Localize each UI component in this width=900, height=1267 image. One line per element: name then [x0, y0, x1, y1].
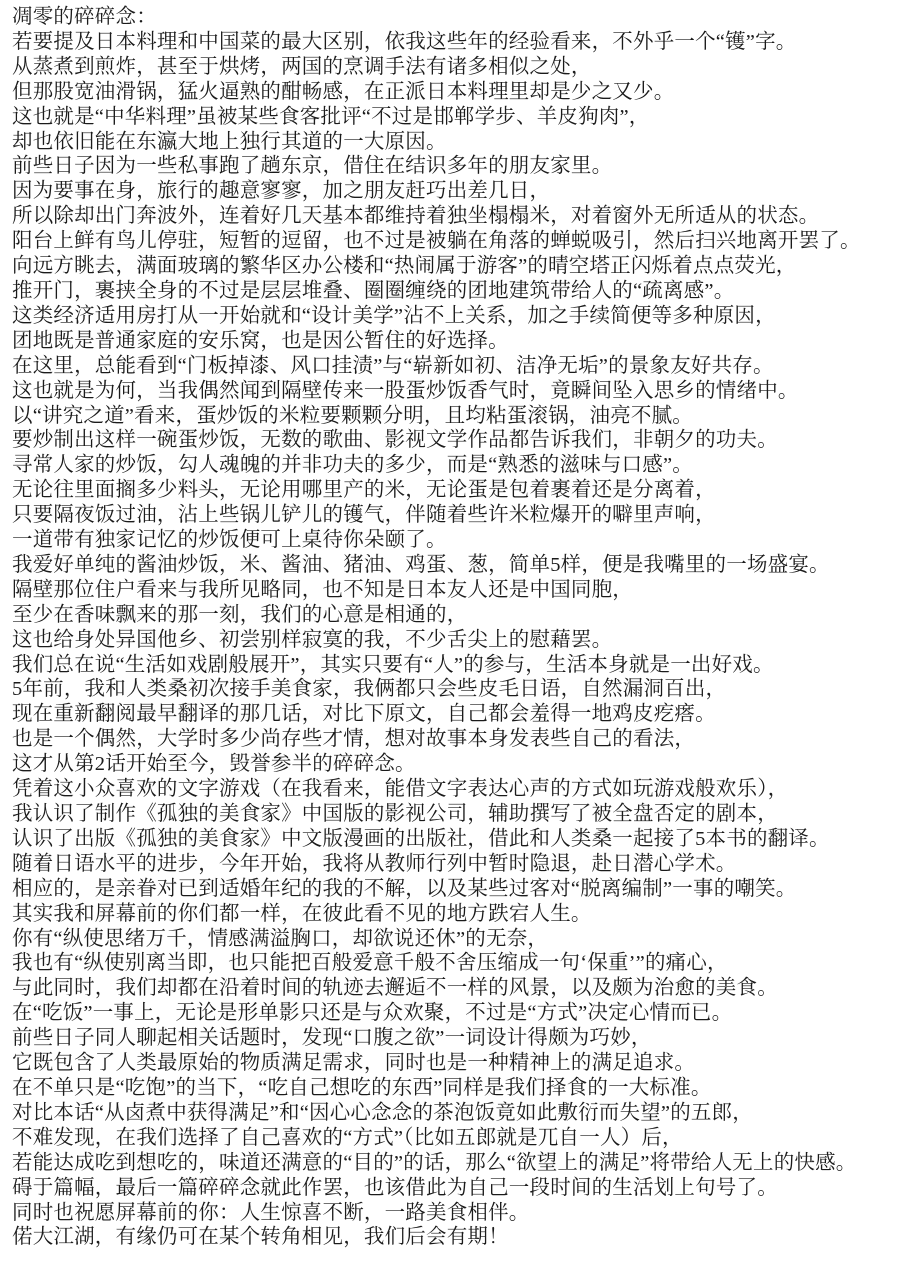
text-line: 但那股宽油滑锅，猛火逼熟的酣畅感，在正派日本料理里却是少之又少。: [12, 80, 675, 103]
text-line: 所以除却出门奔波外，连着好几天基本都维持着独坐榻榻米，对着窗外无所适从的状态。: [12, 205, 820, 228]
text-line: 前些日子因为一些私事跑了趟东京，借住在结识多年的朋友家里。: [12, 155, 613, 178]
text-line: 你有“纵使思绪万千，情感满溢胸口，却欲说还休”的无奈，: [12, 927, 549, 950]
text-line: 认识了出版《孤独的美食家》中文版漫画的出版社，借此和人类桑一起接了5本书的翻译。: [12, 827, 830, 850]
text-line: 要炒制出这样一碗蛋炒饭，无数的歌曲、影视文学作品都告诉我们，非朝夕的功夫。: [12, 429, 778, 452]
text-line: 5年前，我和人类桑初次接手美食家，我俩都只会些皮毛日语，自然漏洞百出，: [12, 678, 727, 701]
text-line: 其实我和屏幕前的你们都一样，在彼此看不见的地方跌宕人生。: [12, 902, 592, 925]
text-line: 不难发现，在我们选择了自己喜欢的“方式”（比如五郎就是兀自一人）后，: [12, 1126, 683, 1149]
text-line: 一道带有独家记忆的炒饭便可上桌待你朵颐了。: [12, 529, 447, 552]
text-line: 若要提及日本料理和中国菜的最大区别，依我这些年的经验看来，不外乎一个“镬”字。: [12, 30, 797, 53]
text-line: 至少在香味飘来的那一刻，我们的心意是相通的，: [12, 603, 468, 626]
text-line: 团地既是普通家庭的安乐窝，也是因公暂住的好选择。: [12, 329, 509, 352]
text-line: 我们总在说“生活如戏剧般展开”，其实只要有“人”的参与，生活本身就是一出好戏。: [12, 653, 774, 676]
text-line: 这类经济适用房打从一开始就和“设计美学”沾不上关系，加之手续简便等多种原因，: [12, 304, 776, 327]
text-line: 我认识了制作《孤独的美食家》中国版的影视公司，辅助撰写了被全盘否定的剧本，: [12, 803, 778, 825]
text-line: 也是一个偶然，大学时多少尚存些才情，想对故事本身发表些自己的看法，: [12, 728, 696, 751]
text-line: 这也就是为何，当我偶然闻到隔壁传来一股蛋炒饭香气时，竟瞬间坠入思乡的情绪中。: [12, 379, 799, 402]
text-line: 偌大江湖，有缘仍可在某个转角相见，我们后会有期！: [12, 1226, 509, 1249]
text-line: 推开门，裹挟全身的不过是层层堆叠、圈圈缠绕的团地建筑带给人的“疏离感”。: [12, 279, 735, 302]
text-line: 与此同时，我们却都在沿着时间的轨迹去邂逅不一样的风景，以及颇为治愈的美食。: [12, 977, 778, 1000]
text-line: 对比本话“从卤煮中获得满足”和“因心心念念的茶泡饭竟如此敷衍而失望”的五郎，: [12, 1101, 753, 1124]
text-line: 它既包含了人类最原始的物质满足需求，同时也是一种精神上的满足追求。: [12, 1052, 696, 1075]
text-line: 随着日语水平的进步，今年开始，我将从教师行列中暂时隐退，赴日潜心学术。: [12, 852, 737, 875]
text-line: 这才从第2话开始至今，毁誉参半的碎碎念。: [12, 753, 416, 776]
text-line: 在不单只是“吃饱”的当下，“吃自己想吃的东西”同样是我们择食的一大标准。: [12, 1076, 712, 1099]
text-line: 同时也祝愿屏幕前的你：人生惊喜不断，一路美食相伴。: [12, 1201, 530, 1224]
text-line: 这也给身处异国他乡、初尝别样寂寞的我，不少舌尖上的慰藉罢。: [12, 628, 613, 651]
text-line: 在“吃饭”一事上，无论是形单影只还是与众欢聚，不过是“方式”决定心情而已。: [12, 1002, 733, 1025]
text-line: 却也依旧能在东瀛大地上独行其道的一大原因。: [12, 130, 447, 153]
document-body: [12, 5, 890, 1250]
text-line: 向远方眺去，满面玻璃的繁华区办公楼和“热闹属于游客”的晴空塔正闪烁着点点荧光，: [12, 255, 797, 278]
text-line: 现在重新翻阅最早翻译的那几话，对比下原文，自己都会羞得一地鸡皮疙瘩。: [12, 703, 716, 726]
text-line: 若能达成吃到想吃的，味道还满意的“目的”的话，那么“欲望上的满足”将带给人无上的快感。: [12, 1151, 857, 1174]
text-line: 这也就是“中华料理”虽被某些食客批评“不过是邯郸学步、羊皮狗肉”，: [12, 105, 650, 128]
text-line: 无论往里面搁多少料头，无论用哪里产的米，无论蛋是包着裹着还是分离着，: [12, 479, 716, 502]
text-line: 在这里，总能看到“门板掉漆、风口挂渍”与“崭新如初、洁净无垢”的景象友好共存。: [12, 354, 774, 377]
text-line: 我也有“纵使别离当即，也只能把百般爱意千般不舍压缩成一句‘保重’”的痛心，: [12, 952, 728, 975]
text-line: 因为要事在身，旅行的趣意寥寥，加之朋友赶巧出差几日，: [12, 180, 551, 203]
text-line: 前些日子同人聊起相关话题时，发现“口腹之欲”一词设计得颇为巧妙，: [12, 1027, 652, 1050]
text-line: 相应的，是亲眷对已到适婚年纪的我的不解，以及某些过客对“脱离编制”一事的嘲笑。: [12, 877, 797, 900]
text-line: 凭着这小众喜欢的文字游戏（在我看来，能借文字表达心声的方式如玩游戏般欢乐），: [12, 778, 789, 801]
text-line: 寻常人家的炒饭，勾人魂魄的并非功夫的多少，而是“熟悉的滋味与口感”。: [12, 454, 693, 477]
document-title-line: 凋零的碎碎念：: [12, 6, 157, 28]
text-line: 碍于篇幅，最后一篇碎碎念就此作罢，也该借此为自己一段时间的生活划上句号了。: [12, 1176, 778, 1199]
text-line: 以“讲究之道”看来，蛋炒饭的米粒要颗颗分明，且均粘蛋滚锅，油亮不腻。: [12, 404, 693, 427]
text-line: 我爱好单纯的酱油炒饭，米、酱油、猪油、鸡蛋、葱，简单5样，便是我嘴里的一场盛宴。: [12, 553, 830, 576]
text-line: 阳台上鲜有鸟儿停驻，短暂的逗留，也不过是被躺在角落的蝉蜕吸引，然后扫兴地离开罢了。: [12, 230, 861, 253]
text-line: 只要隔夜饭过油，沾上些锅儿铲儿的镬气，伴随着些许米粒爆开的噼里声响，: [12, 504, 716, 527]
text-line: 从蒸煮到煎炸，甚至于烘烤，两国的烹调手法有诸多相似之处，: [12, 55, 592, 78]
text-line: 隔壁那位住户看来与我所见略同，也不知是日本友人还是中国同胞，: [12, 578, 633, 601]
